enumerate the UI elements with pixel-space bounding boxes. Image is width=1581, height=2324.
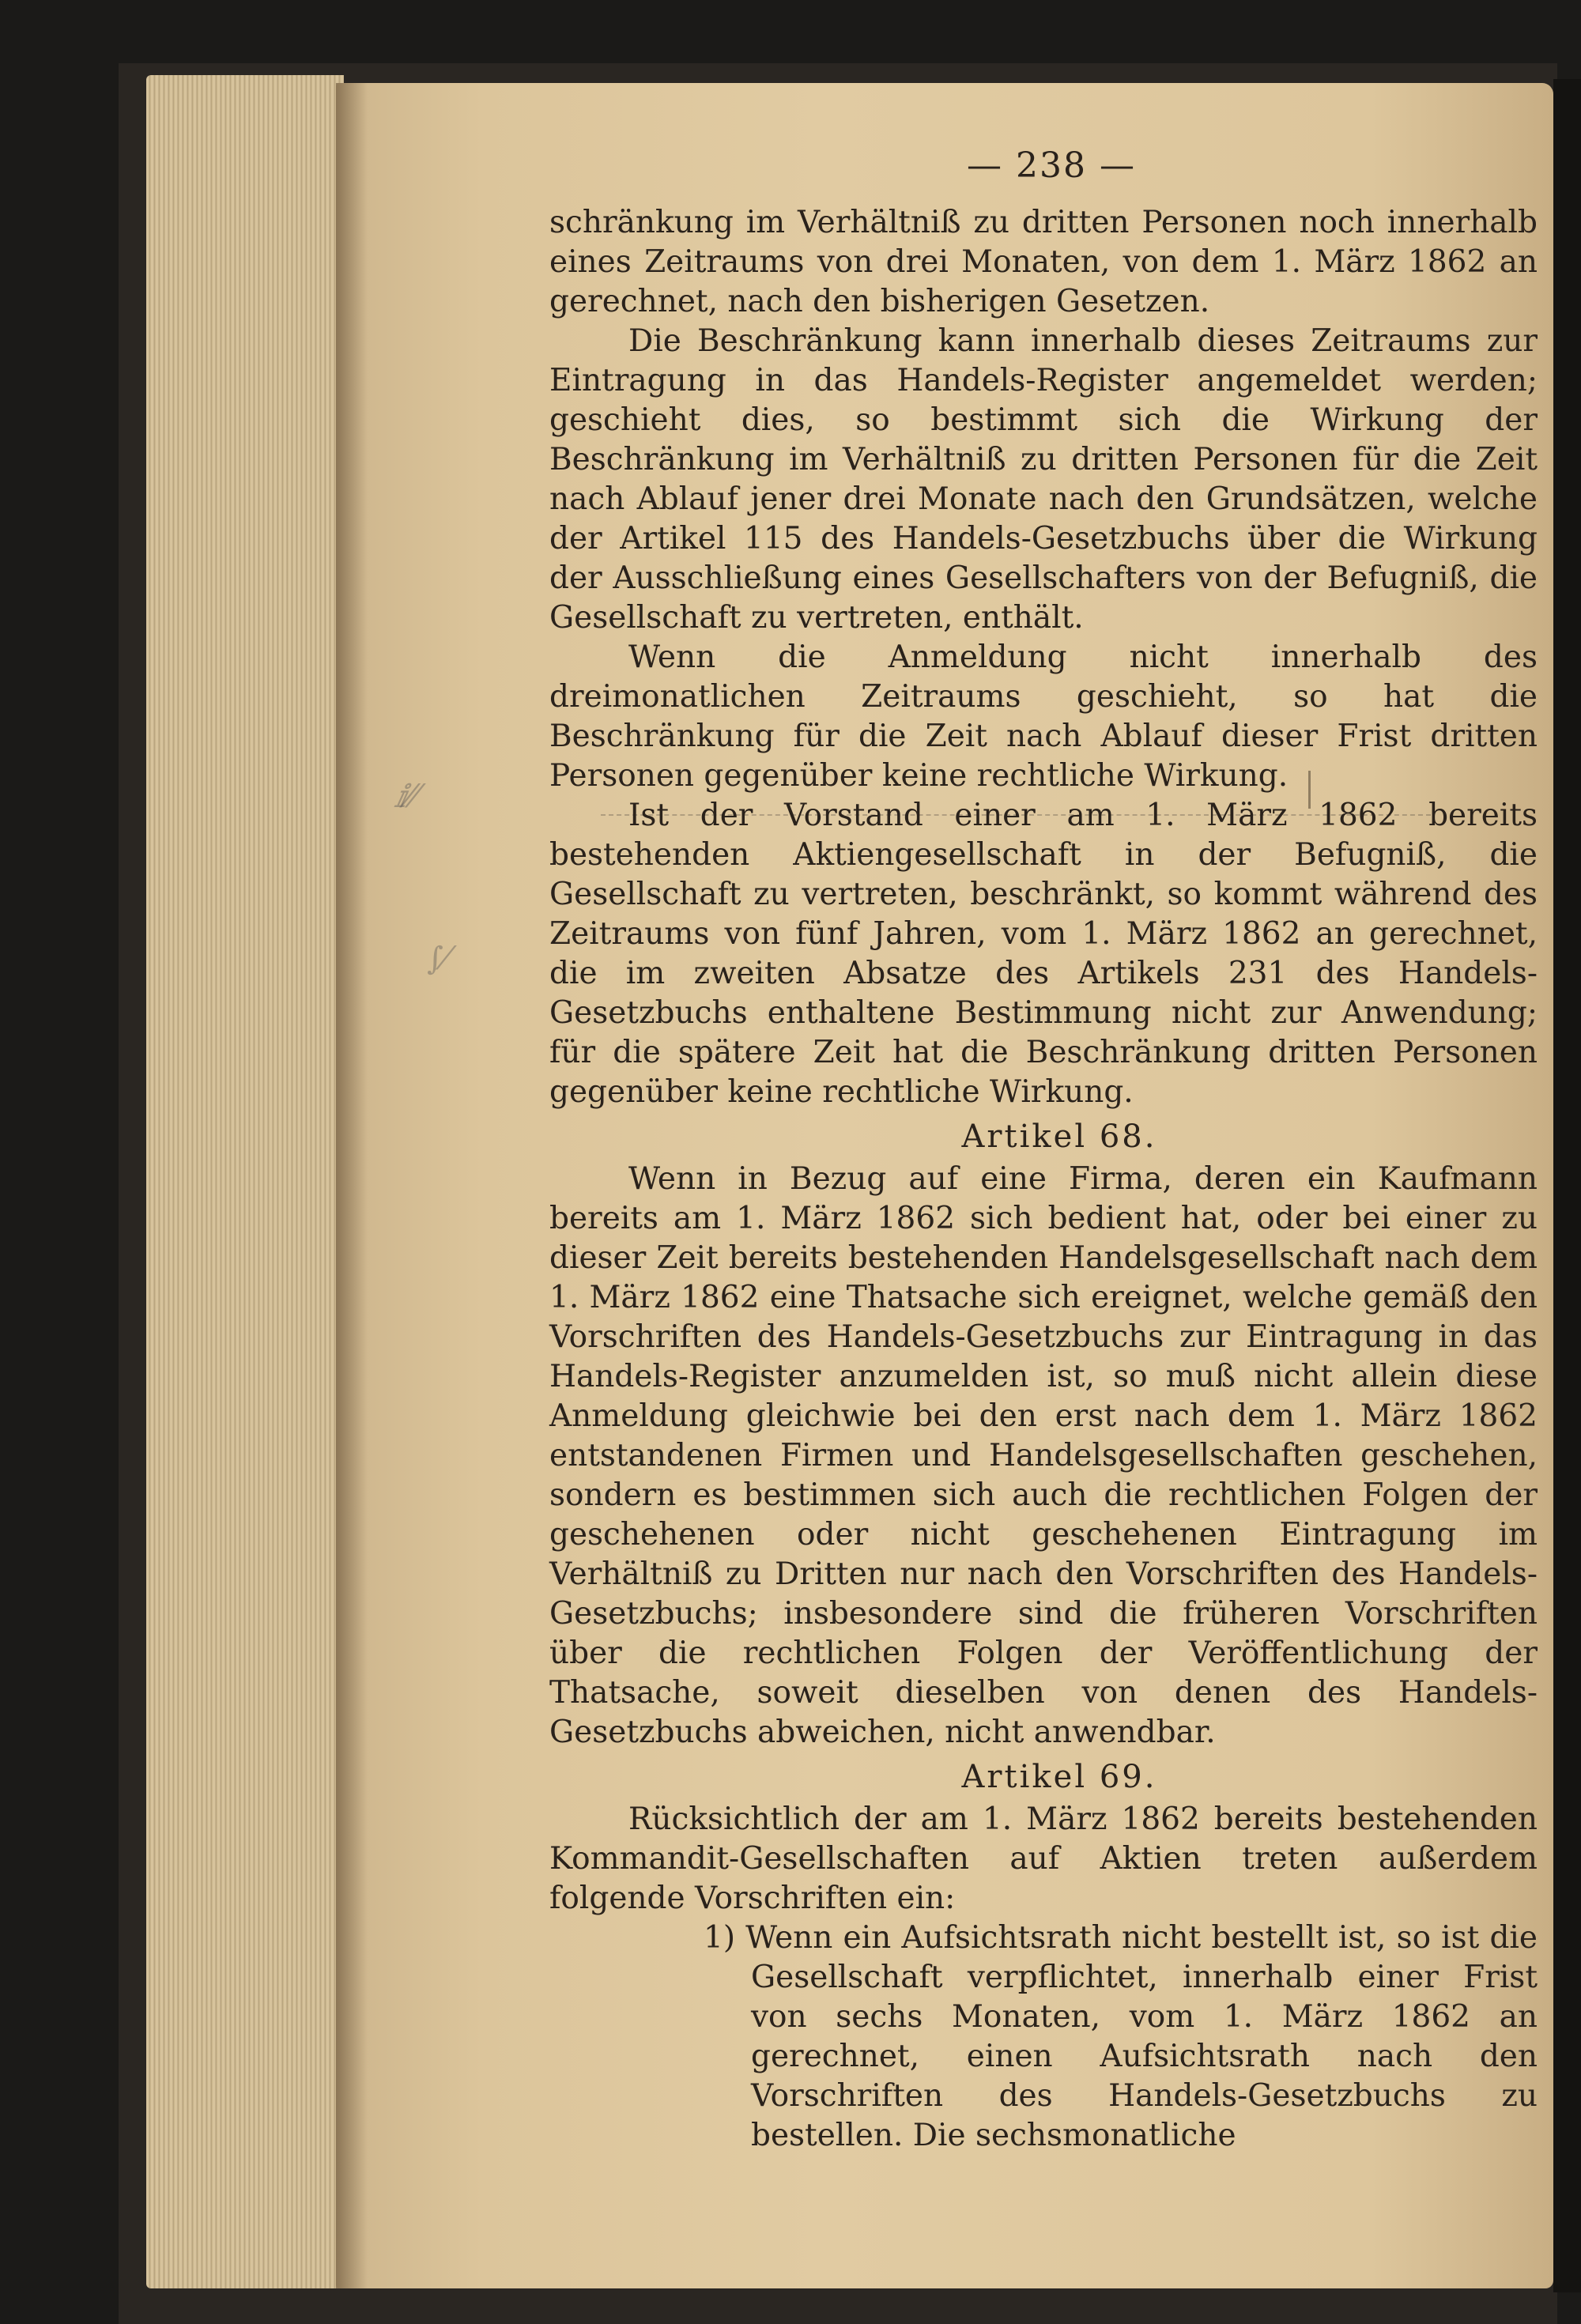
paragraph: Wenn die Anmeldung nicht innerhalb des dreimonatlichen Zeitraums geschieht, so hat die Beschränkung für die Zeit nach Ablauf dieser Frist dritten Personen gegenüber keine rechtliche Wirkung. — [549, 639, 1538, 794]
page-edge-shadow — [1553, 79, 1581, 2292]
paragraph: Wenn in Bezug auf eine Firma, deren ein Kaufmann bereits am 1. März 1862 sich bedient hat, oder bei einer zu dieser Zeit bereits bestehenden Handelsgesellschaft nach dem 1. März 1862 eine Thatsache sich ereignet, welche gemäß den Vorschriften des Handels-Gesetzbuchs zur Eintragung in das Handels-Register anzumelden ist, so muß nicht allein diese Anmeldung gleichwie bei den erst nach dem 1. März 1862 entstandenen Firmen und Handelsgesellschaften geschehen, sondern es bestimmen sich auch die rechtlichen Folgen der geschehenen oder nicht geschehenen Eintragung im Verhältniß zu Dritten nur nach den Vorschriften des Handels-Gesetzbuchs; insbesondere sind die früheren Vorschriften über die rechtlichen Folgen der Veröffentlichung der Thatsache, soweit dieselben von denen des Handels-Gesetzbuchs abweichen, nicht anwendbar. — [549, 1161, 1538, 1750]
page-number: — 238 — — [967, 145, 1136, 186]
paragraph: Die Beschränkung kann innerhalb dieses Zeitraums zur Eintragung in das Handels-Register angemeldet werden; geschieht dies, so bestimmt sich die Wirkung der Beschränkung im Verhältniß zu dritten Personen für die Zeit nach Ablauf jener drei Monate nach den Grundsätzen, welche der Artikel 115 des Handels-Gesetzbuchs über die Wirkung der Ausschließung eines Gesellschafters von der Befugniß, die Gesellschaft zu vertreten, enthält. — [549, 323, 1538, 636]
article-heading: Artikel 68. — [961, 1119, 1157, 1155]
list-item — [549, 1918, 1538, 2156]
margin-pencil-scribble-2: ∫⁄ — [427, 941, 449, 977]
paragraph: Rücksichtlich der am 1. März 1862 bereits bestehenden Kommandit-Gesellschaften auf Aktien treten außerdem folgende Vorschriften ein: — [549, 1801, 1538, 1916]
paragraph: schränkung im Verhältniß zu dritten Personen noch innerhalb eines Zeitraums von drei Monaten, von dem 1. März 1862 an gerechnet, nach den bisherigen Gesetzen. — [549, 205, 1538, 319]
page-gutter — [336, 83, 368, 2288]
paragraph: Ist der Vorstand einer am 1. März 1862 bereits bestehenden Aktiengesellschaft in der Befugniß, die Gesellschaft zu vertreten, beschränkt, so kommt während des Zeitraums von fünf Jahren, vom 1. März 1862 an gerechnet, die im zweiten Absatze des Artikels 231 des Handels-Gesetzbuchs enthaltene Bestimmung nicht zur Anwendung; für die spätere Zeit hat die Beschränkung dritten Personen gegenüber keine rechtliche Wirkung. — [549, 798, 1538, 1110]
page-stack — [146, 75, 344, 2288]
list-item-text: Wenn ein Aufsichtsrath nicht bestellt ist, so ist die Gesellschaft verpflichtet, innerhalb einer Frist von sechs Monaten, vom 1. März 1862 an gerechnet, einen Aufsichtsrath nach den Vorschriften des Handels-Gesetzbuchs zu bestellen. Die sechsmonatliche — [745, 1920, 1538, 2153]
article-heading: Artikel 69. — [961, 1759, 1157, 1795]
list-item-marker: 1) — [704, 1920, 736, 1956]
margin-pencil-scribble-1: ⅈ⁄⁄ — [395, 779, 418, 815]
page-content — [549, 146, 1538, 2156]
